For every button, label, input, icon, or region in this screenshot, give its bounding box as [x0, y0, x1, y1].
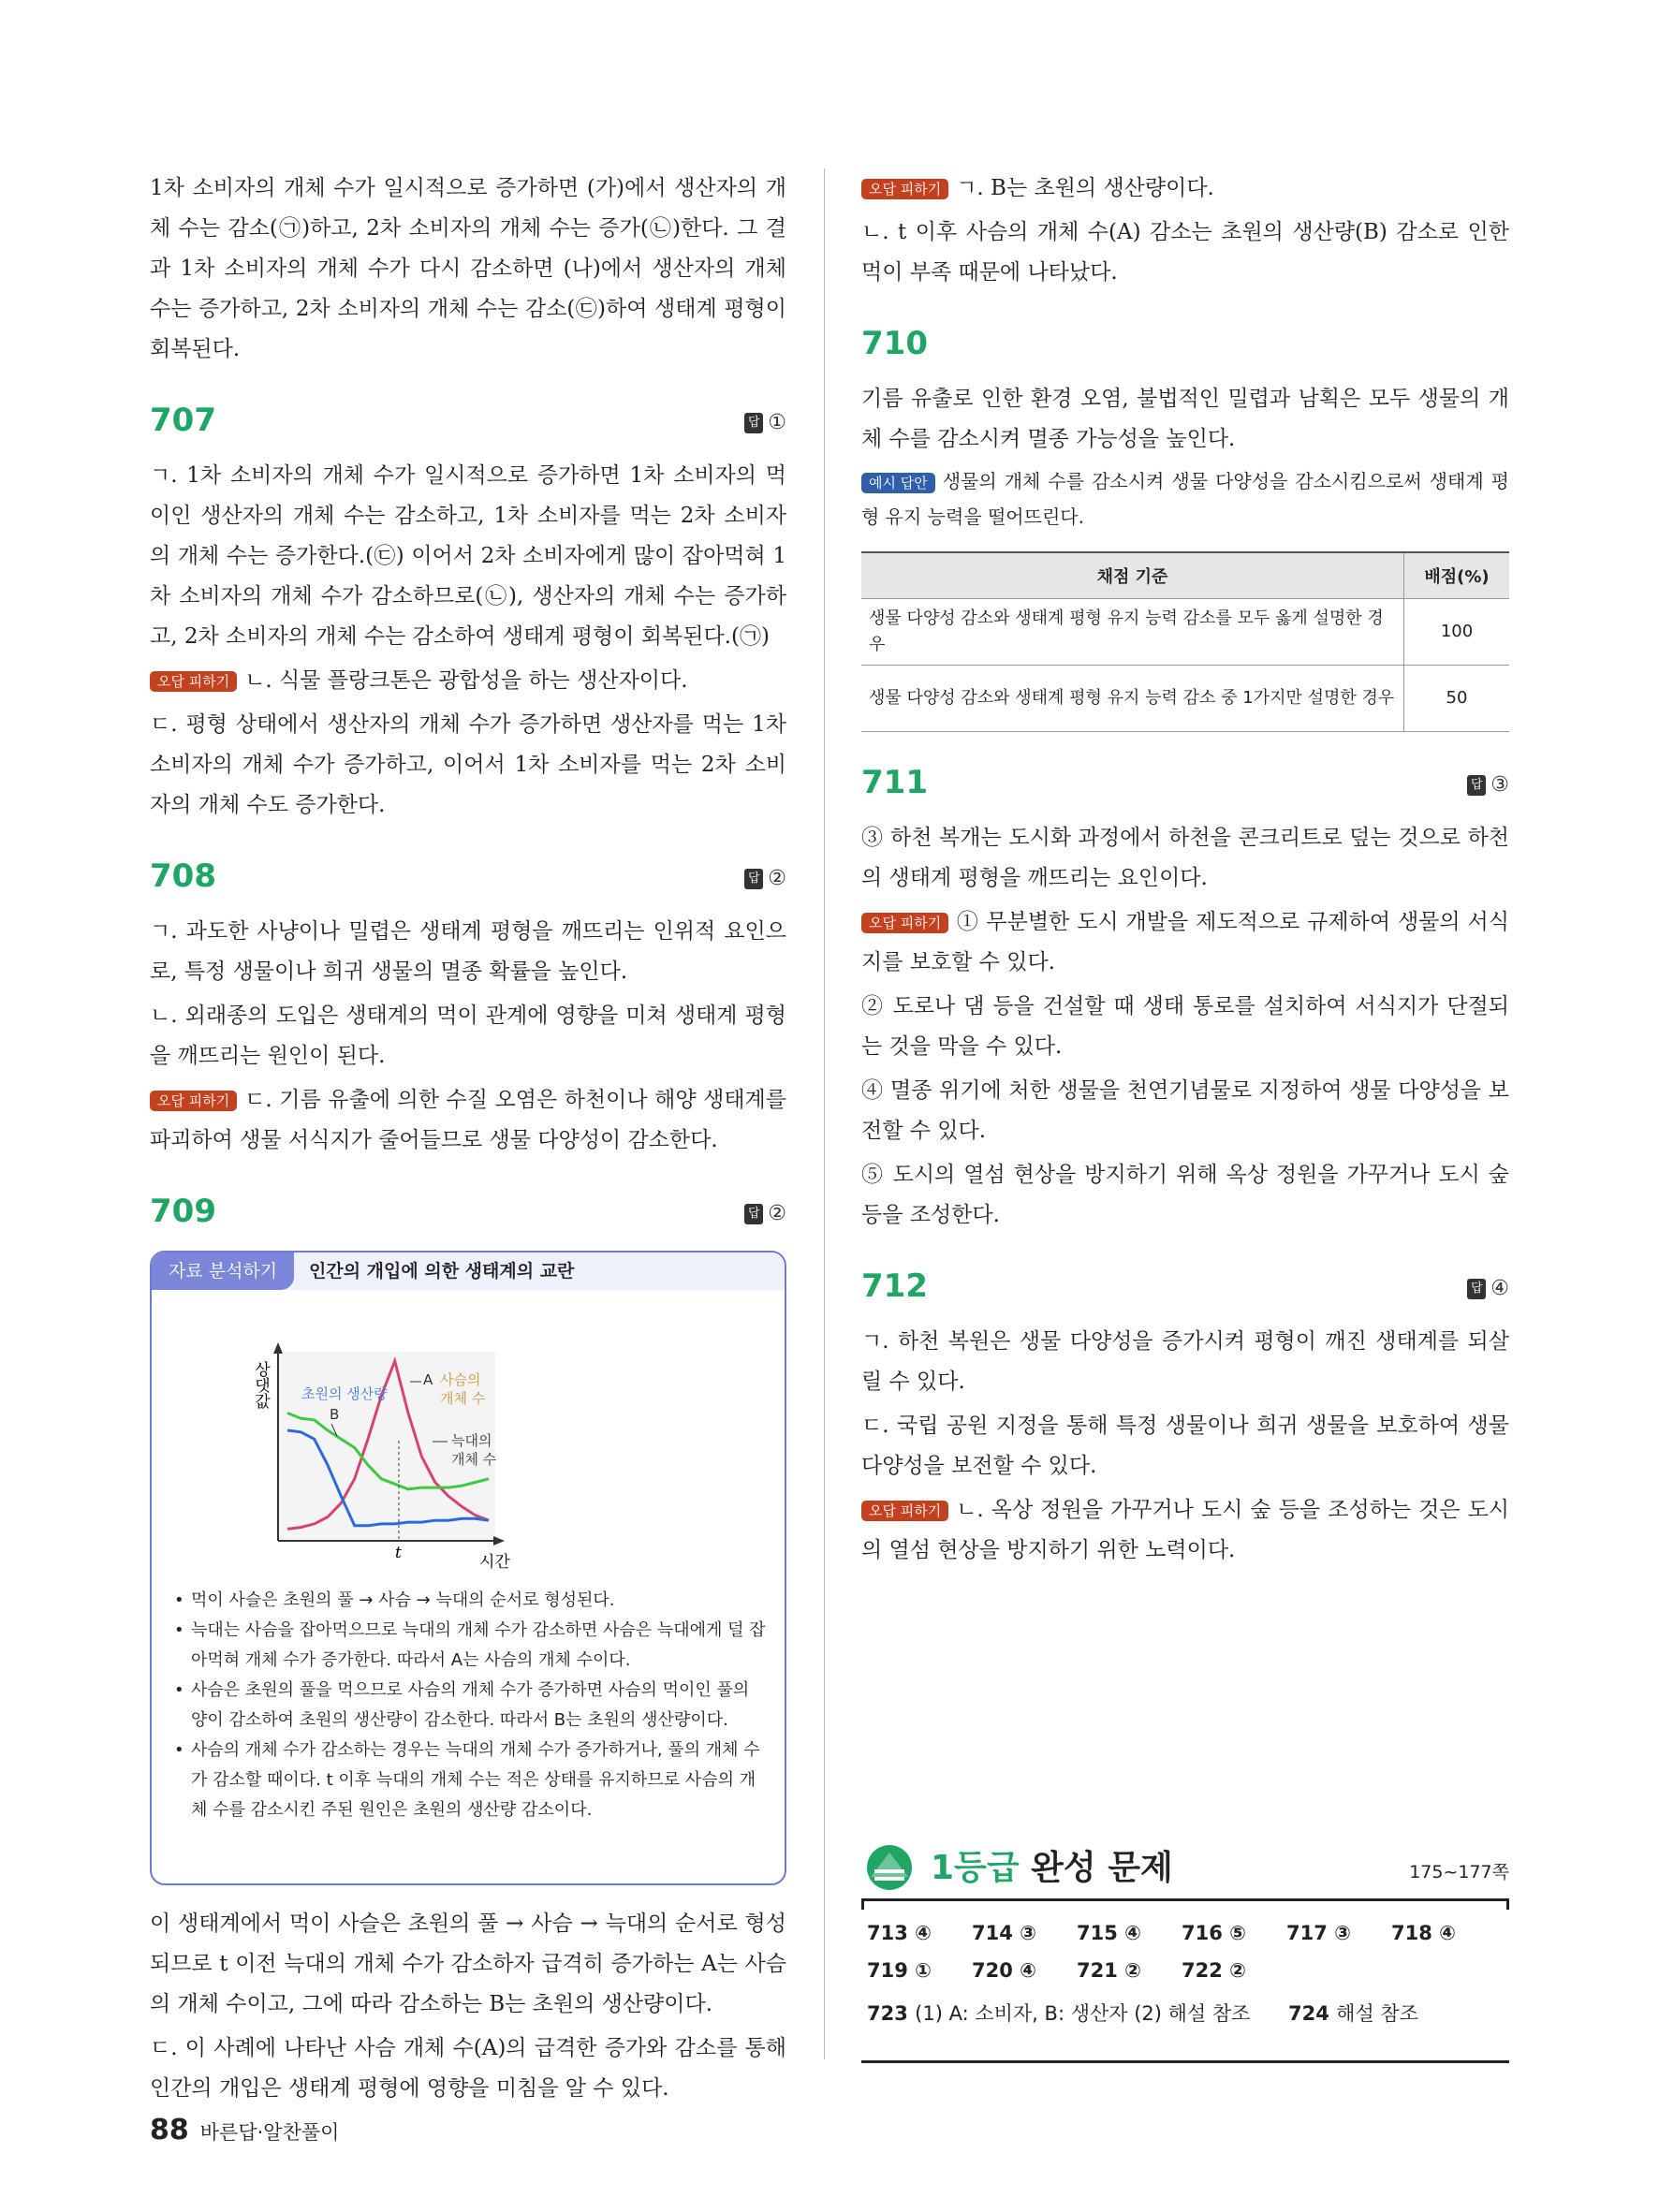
right-column	[861, 168, 1509, 1575]
q709-para1: 이 생태계에서 먹이 사슬은 초원의 풀 → 사슴 → 늑대의 순서로 형성되므로 t 이전 늑대의 개체 수가 감소하자 급격히 증가하는 A는 사슴의 개체 수이고, 그에 따라 감소하는 B는 초원의 생산량이다.	[150, 1912, 786, 2016]
q711-answer	[1467, 773, 1509, 797]
wrong-answer-badge: 오답 피하기	[150, 671, 237, 692]
q708-number: 708	[150, 857, 216, 895]
scoring-table	[861, 551, 1509, 732]
q712-header	[861, 1267, 1509, 1316]
left-column	[150, 168, 786, 2113]
population-chart	[170, 1296, 770, 1586]
q712-number: 712	[861, 1267, 928, 1305]
answer-724-text: 해설 참조	[1336, 2002, 1418, 2025]
analysis-bullets	[172, 1586, 768, 1825]
q708-para1: ㄱ. 과도한 사냥이나 밀렵은 생태계 평형을 깨뜨리는 인위적 요인으로, 특정 생물이나 희귀 생물의 멸종 확률을 높인다.	[150, 919, 786, 984]
q712-answer-value: ④	[1490, 1277, 1509, 1300]
grade-title-a: 1등급	[931, 1849, 1020, 1887]
x-axis-arrow	[493, 1536, 505, 1545]
y-axis-label: 상댓값	[251, 1361, 270, 1409]
table-row	[861, 599, 1509, 666]
grade-logo-icon	[861, 1839, 918, 1892]
q707-para2	[150, 661, 786, 701]
q711-header	[861, 764, 1509, 813]
y-axis-arrow	[273, 1342, 283, 1354]
q710-para2	[861, 463, 1509, 535]
series-wolf-label: 개체 수	[451, 1451, 497, 1468]
q708-para2: ㄴ. 외래종의 도입은 생태계의 먹이 관계에 영향을 미쳐 생태계 평형을 깨뜨리는 원인이 된다.	[150, 1003, 786, 1068]
q708-para3	[150, 1080, 786, 1161]
q711-para4: ④ 멸종 위기에 처한 생물을 천연기념물로 지정하여 생물 다양성을 보전할 수 있다.	[861, 1078, 1509, 1143]
column-divider	[824, 168, 825, 2059]
bullet-item: • 늑대는 사슴을 잡아먹으므로 늑대의 개체 수가 감소하면 사슴은 늑대에게 덜 잡아먹혀 개체 수가 증가한다. 따라서 A는 사슴의 개체 수이다.	[172, 1616, 768, 1676]
grade-title	[931, 1841, 1173, 1889]
grade-pages: 175~177쪽	[1409, 1862, 1509, 1882]
q707-para1: ㄱ. 1차 소비자의 개체 수가 일시적으로 증가하면 1차 소비자의 먹이인 생산자의 개체 수는 감소하고, 1차 소비자를 먹는 2차 소비자의 개체 수는 증가한다.(㉢) 이어서 2차 소비자에게 많이 잡아먹혀 1차 소비자의 개체 수가 감소하므로(㉡), 생산자의 개체 수는 증가하고, 2차 소비자의 개체 수는 감소하여 생태계 평형이 회복된다.(㉠)	[150, 463, 786, 649]
analysis-box	[150, 1251, 786, 1885]
q712-para2: ㄷ. 국립 공원 지정을 통해 특정 생물이나 희귀 생물을 보호하여 생물 다양성을 보전할 수 있다.	[861, 1414, 1509, 1478]
table-row	[861, 666, 1509, 732]
q711-para2-text: ① 무분별한 도시 개발을 제도적으로 규제하여 생물의 서식지를 보호할 수 있다.	[861, 910, 1509, 974]
grade-title-b: 완성 문제	[1019, 1849, 1173, 1887]
points-cell: 100	[1404, 599, 1510, 666]
answer-723	[867, 1999, 1250, 2027]
wrong-answer-badge: 오답 피하기	[861, 179, 948, 199]
series-a-label: 개체 수	[440, 1390, 486, 1407]
q709-header	[150, 1193, 786, 1241]
q708-para3-text: ㄷ. 기름 유출에 의한 수질 오염은 하천이나 해양 생태계를 파괴하여 생물 서식지가 줄어들므로 생물 다양성이 감소한다.	[150, 1088, 786, 1152]
q710-para1: 기름 유출로 인한 환경 오염, 불법적인 밀렵과 남획은 모두 생물의 개체 수를 감소시켜 멸종 가능성을 높인다.	[861, 387, 1509, 451]
answer-716: 716 ⑤	[1182, 1922, 1246, 1944]
q707-answer	[744, 411, 786, 434]
right-top-para2: ㄴ. t 이후 사슴의 개체 수(A) 감소는 초원의 생산량(B) 감소로 인한 먹이 부족 때문에 나타났다.	[861, 220, 1509, 285]
grade-answer-box	[861, 1898, 1509, 2063]
grade-section-header	[861, 1839, 1509, 1892]
q712-answer	[1467, 1277, 1509, 1300]
footer-text: 바른답·알찬풀이	[199, 2121, 340, 2144]
criteria-cell: 생물 다양성 감소와 생태계 평형 유지 능력 감소를 모두 옳게 설명한 경우	[861, 599, 1404, 666]
col-criteria: 채점 기준	[861, 552, 1404, 599]
right-top-para1	[861, 168, 1509, 209]
bullet-item: • 먹이 사슬은 초원의 풀 → 사슴 → 늑대의 순서로 형성된다.	[172, 1586, 768, 1616]
col-points: 배점(%)	[1404, 552, 1510, 599]
example-answer-badge: 예시 답안	[861, 473, 935, 493]
q708-answer-value: ②	[768, 867, 786, 890]
answer-icon: 답	[1467, 1279, 1486, 1299]
series-b-label: 초원의 생산량	[301, 1385, 388, 1402]
answer-714: 714 ③	[972, 1922, 1036, 1944]
page-number: 88	[150, 2114, 189, 2146]
q711-number: 711	[861, 764, 928, 801]
bullet-item: • 사슴은 초원의 풀을 먹으므로 사슴의 개체 수가 증가하면 사슴의 먹이인 풀의 양이 감소하여 초원의 생산량이 감소한다. 따라서 B는 초원의 생산량이다.	[172, 1676, 768, 1736]
answer-icon: 답	[744, 1204, 763, 1224]
q712-para3-text: ㄴ. 옥상 정원을 가꾸거나 도시 숲 등을 조성하는 것은 도시의 열섬 현상을 방지하기 위한 노력이다.	[861, 1498, 1509, 1562]
wrong-answer-badge: 오답 피하기	[150, 1091, 237, 1111]
q709-answer-value: ②	[768, 1202, 786, 1225]
q712-para3	[861, 1490, 1509, 1571]
answer-721: 721 ②	[1077, 1959, 1141, 1982]
x-axis-label: 시간	[479, 1553, 510, 1572]
series-b-letter: B	[330, 1406, 340, 1423]
answer-icon: 답	[1467, 775, 1486, 796]
q709-answer	[744, 1202, 786, 1225]
scoring-table-header	[861, 552, 1509, 599]
q707-header	[150, 402, 786, 450]
q711-para3: ② 도로나 댐 등을 건설할 때 생태 통로를 설치하여 서식지가 단절되는 것을 막을 수 있다.	[861, 994, 1509, 1059]
answer-713: 713 ④	[867, 1922, 932, 1944]
q708-answer	[744, 867, 786, 890]
answer-724	[1288, 1999, 1418, 2027]
q711-para5: ⑤ 도시의 열섬 현상을 방지하기 위해 옥상 정원을 가꾸거나 도시 숲 등을 조성한다.	[861, 1163, 1509, 1227]
q707-number: 707	[150, 402, 216, 439]
q707-para3: ㄷ. 평형 상태에서 생산자의 개체 수가 증가하면 생산자를 먹는 1차 소비자의 개체 수가 증가하고, 이어서 1차 소비자를 먹는 2차 소비자의 개체 수도 증가한다.	[150, 712, 786, 817]
answer-723-num: 723	[867, 2002, 908, 2025]
q710-header	[861, 325, 1509, 374]
q709-para2: ㄷ. 이 사례에 나타난 사슴 개체 수(A)의 급격한 증가와 감소를 통해 인간의 개입은 생태계 평형에 영향을 미침을 알 수 있다.	[150, 2036, 786, 2101]
analysis-tab: 자료 분석하기	[152, 1252, 294, 1290]
q709-number: 709	[150, 1193, 216, 1230]
answer-715: 715 ④	[1077, 1922, 1141, 1944]
series-a-letter: A	[423, 1371, 433, 1388]
page-footer	[150, 2114, 339, 2146]
analysis-title: 인간의 개입에 의한 생태계의 교란	[309, 1261, 575, 1282]
q711-answer-value: ③	[1490, 773, 1509, 797]
bullet-item: • 사슴의 개체 수가 감소하는 경우는 늑대의 개체 수가 증가하거나, 풀의 개체 수가 감소할 때이다. t 이후 늑대의 개체 수는 적은 상태를 유지하므로 사슴의 개체 수를 감소시킨 주된 원인은 초원의 생산량 감소이다.	[172, 1736, 768, 1825]
t-marker-label: t	[394, 1544, 402, 1562]
right-top-para1-text: ㄱ. B는 초원의 생산량이다.	[956, 176, 1214, 200]
q707-answer-value: ①	[768, 411, 786, 434]
answer-719: 719 ①	[867, 1959, 932, 1982]
series-a-label: 사슴의	[440, 1371, 481, 1388]
answer-icon: 답	[744, 413, 763, 433]
answer-720: 720 ④	[972, 1959, 1036, 1982]
q710-number: 710	[861, 325, 928, 362]
answer-718: 718 ④	[1391, 1922, 1456, 1944]
intro-paragraph: 1차 소비자의 개체 수가 일시적으로 증가하면 (가)에서 생산자의 개체 수는 감소(㉠)하고, 2차 소비자의 개체 수는 증가(㉡)한다. 그 결과 1차 소비자의 개체 수가 다시 감소하면 (나)에서 생산자의 개체 수는 증가하고, 2차 소비자의 개체 수는 감소(㉢)하여 생태계 평형이 회복된다.	[150, 176, 786, 361]
wrong-answer-badge: 오답 피하기	[861, 913, 948, 933]
q707-para2-text: ㄴ. 식물 플랑크톤은 광합성을 하는 생산자이다.	[244, 668, 688, 693]
answer-724-num: 724	[1288, 2002, 1329, 2025]
criteria-cell: 생물 다양성 감소와 생태계 평형 유지 능력 감소 중 1가지만 설명한 경우	[861, 666, 1404, 732]
answer-717: 717 ③	[1286, 1922, 1351, 1944]
points-cell: 50	[1404, 666, 1510, 732]
q711-para2	[861, 902, 1509, 983]
wrong-answer-badge: 오답 피하기	[861, 1501, 948, 1521]
series-wolf-label: 늑대의	[451, 1432, 492, 1449]
q708-header	[150, 857, 786, 906]
q712-para1: ㄱ. 하천 복원은 생물 다양성을 증가시켜 평형이 깨진 생태계를 되살릴 수 있다.	[861, 1329, 1509, 1394]
answer-722: 722 ②	[1182, 1959, 1246, 1982]
analysis-box-header	[152, 1252, 785, 1290]
answer-723-text: (1) A: 소비자, B: 생산자 (2) 해설 참조	[915, 2002, 1251, 2025]
answer-icon: 답	[744, 869, 763, 889]
q711-para1: ③ 하천 복개는 도시화 과정에서 하천을 콘크리트로 덮는 것으로 하천의 생태계 평형을 깨뜨리는 요인이다.	[861, 826, 1509, 890]
q710-para2-text: 생물의 개체 수를 감소시켜 생물 다양성을 감소시킴으로써 생태계 평형 유지 능력을 떨어뜨린다.	[861, 470, 1509, 528]
